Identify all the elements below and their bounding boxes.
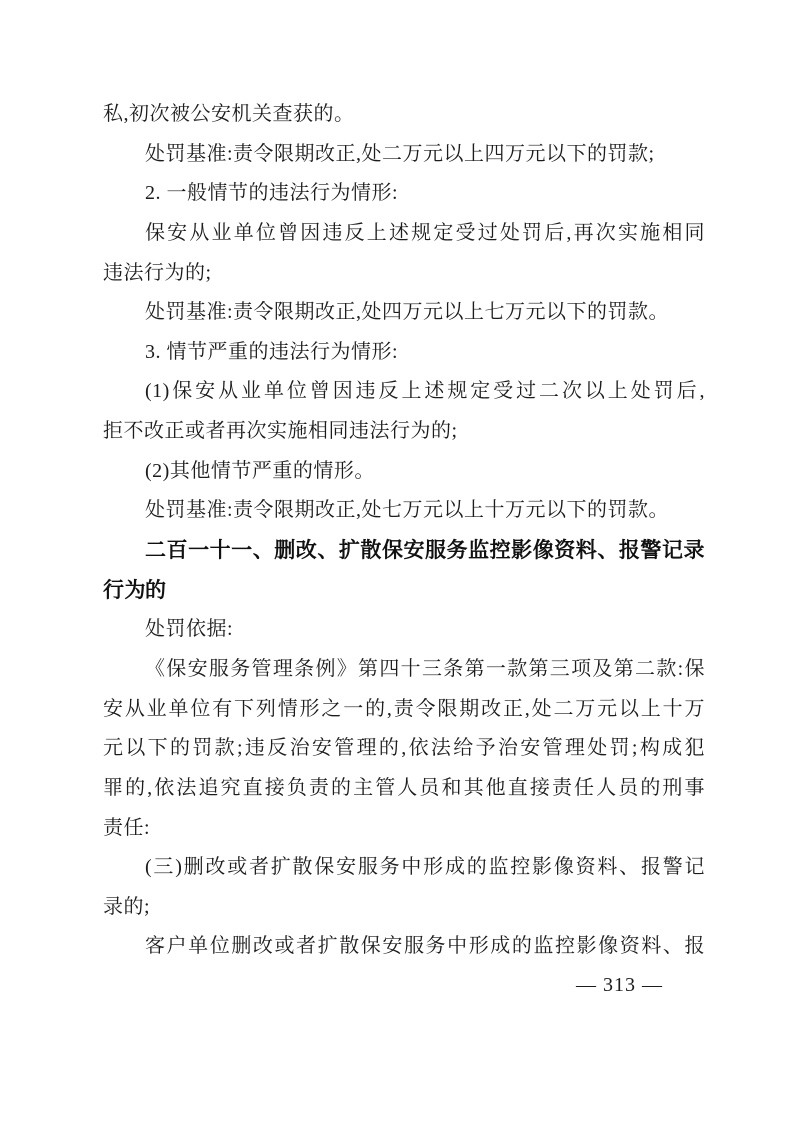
section-heading-line-1: 二百一十一、删改、扩散保安服务监控影像资料、报警记录的 bbox=[145, 539, 705, 602]
body-line: 处罚依据: bbox=[145, 618, 234, 641]
page-text-block bbox=[103, 95, 705, 967]
list-item-3: 3. 情节严重的违法行为情形: bbox=[145, 340, 399, 363]
body-line: 客户单位删改或者扩散保安服务中形成的监控影像资料、报 bbox=[145, 935, 705, 958]
body-line: 处罚基准:责令限期改正,处四万元以上七万元以下的罚款。 bbox=[145, 301, 670, 324]
body-line: 安从业单位有下列情形之一的,责令限期改正,处二万元以上十万 bbox=[103, 697, 705, 720]
list-item-2: 2. 一般情节的违法行为情形: bbox=[145, 182, 399, 205]
page-number: — 313 — bbox=[576, 974, 663, 996]
body-line: 私,初次被公安机关查获的。 bbox=[103, 103, 355, 125]
body-line: 元以下的罚款;违反治安管理的,依法给予治安管理处罚;构成犯 bbox=[103, 737, 705, 760]
body-line: 处罚基准:责令限期改正,处二万元以上四万元以下的罚款; bbox=[145, 142, 655, 165]
section-heading-line-2: 行为 bbox=[103, 578, 146, 602]
body-line: 处罚基准:责令限期改正,处七万元以上十万元以下的罚款。 bbox=[145, 499, 670, 522]
body-line: 《保安服务管理条例》第四十三条第一款第三项及第二款:保 bbox=[145, 657, 705, 680]
body-line: (1)保安从业单位曾因违反上述规定受过二次以上处罚后, bbox=[145, 380, 705, 403]
body-line: 违法行为的; bbox=[103, 261, 212, 284]
body-line: 保安从业单位曾因违反上述规定受过处罚后,再次实施相同 bbox=[145, 221, 705, 244]
body-line: 拒不改正或者再次实施相同违法行为的; bbox=[103, 420, 458, 443]
body-line: 录的; bbox=[103, 895, 151, 918]
body-line: (2)其他情节严重的情形。 bbox=[145, 459, 375, 482]
body-line: (三)删改或者扩散保安服务中形成的监控影像资料、报警记 bbox=[145, 856, 705, 879]
body-line: 罪的,依法追究直接负责的主管人员和其他直接责任人员的刑事 bbox=[103, 776, 705, 799]
body-line: 责任: bbox=[103, 816, 151, 839]
